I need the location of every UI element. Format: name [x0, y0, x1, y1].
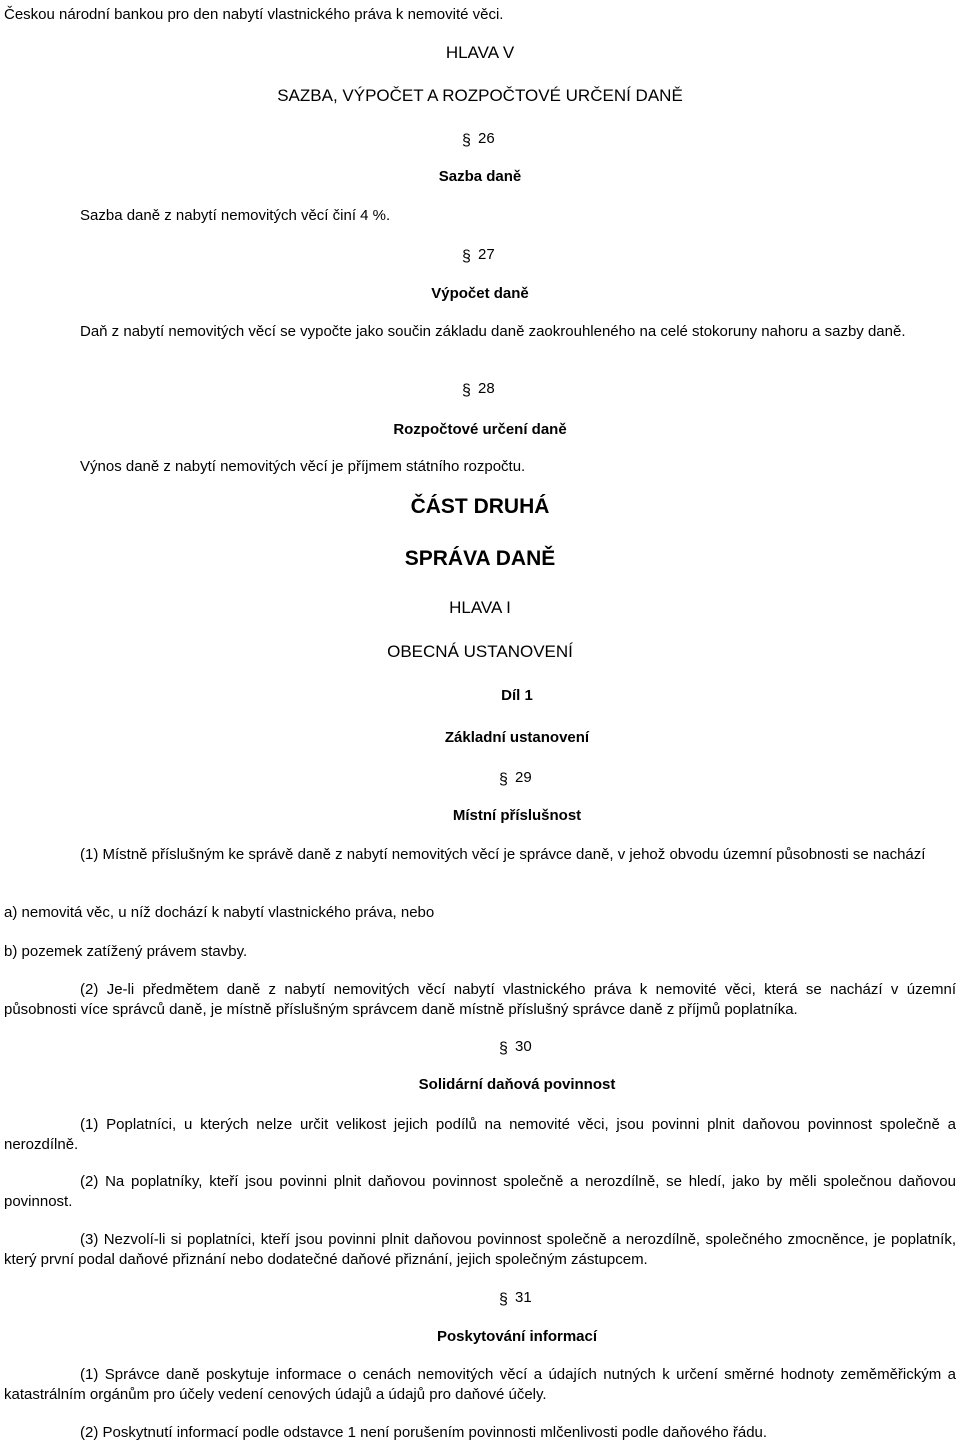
list-item: a) nemovitá věc, u níž dochází k nabytí vlastnického práva, nebo	[4, 904, 435, 921]
section-text: Sazba daně z nabytí nemovitých věcí činí 4 %.	[80, 207, 391, 224]
section-title: Výpočet daně	[431, 285, 529, 302]
paragraph: (2) Poskytnutí informací podle odstavce 1 není porušením povinnosti mlčenlivosti podle daňového řádu.	[80, 1424, 768, 1441]
continued-text: Českou národní bankou pro den nabytí vlastnického práva k nemovité věci.	[4, 6, 504, 23]
list-item: b) pozemek zatížený právem stavby.	[4, 943, 248, 960]
section-symbol: §	[499, 771, 508, 788]
section-number: 30	[515, 1038, 532, 1055]
section-symbol: §	[499, 1040, 508, 1057]
section-symbol: §	[499, 1291, 508, 1308]
section-title: Poskytování informací	[436, 1328, 598, 1345]
section-title: Solidární daňová povinnost	[418, 1076, 616, 1093]
paragraph: (2) Je-li předmětem daně z nabytí nemovitých věcí nabytí vlastnického práva k nemovité věci, která se nachází v územní působnosti více správců daně, je místně příslušným správcem daně místně příslušný správce daně z příjmů poplatníka.	[4, 981, 956, 1018]
part-title: SPRÁVA DANĚ	[404, 547, 556, 570]
section-title: Sazba daně	[438, 168, 522, 185]
section-number: 27	[478, 246, 495, 263]
section-number: 26	[478, 130, 495, 147]
section-text: Daň z nabytí nemovitých věcí se vypočte jako součin základu daně zaokrouhleného na celé stokoruny nahoru a sazby daně.	[80, 323, 906, 340]
section-title: Místní příslušnost	[452, 807, 582, 824]
section-title: Rozpočtové určení daně	[393, 421, 567, 438]
paragraph: (3) Nezvolí-li si poplatníci, kteří jsou povinni plnit daňovou povinnost společně a nerozdílně, společného zmocněnce, je poplatník, který první podal daňové přiznání nebo dodatečné daňové přiznání, jejich společným zástupcem.	[4, 1231, 956, 1268]
paragraph: (2) Na poplatníky, kteří jsou povinni plnit daňovou povinnost společně a nerozdílně, se hledí, jako by měli společnou daňovou povinnost.	[4, 1173, 956, 1210]
section-number: 28	[478, 380, 495, 397]
part-heading: ČÁST DRUHÁ	[410, 495, 550, 518]
chapter-heading: HLAVA V	[445, 43, 515, 62]
section-symbol: §	[462, 132, 471, 149]
section-text: Výnos daně z nabytí nemovitých věcí je příjmem státního rozpočtu.	[80, 458, 526, 475]
paragraph: (1) Místně příslušným ke správě daně z nabytí nemovitých věcí je správce daně, v jehož obvodu územní působnosti se nachází	[80, 846, 926, 863]
section-symbol: §	[462, 382, 471, 399]
paragraph: (1) Správce daně poskytuje informace o cenách nemovitých věcí a údajích nutných k určení směrné hodnoty zeměměřickým a katastrálním orgánům pro účely vedení cenových údajů a údajů pro daňové účely.	[4, 1366, 956, 1403]
chapter-title: SAZBA, VÝPOČET A ROZPOČTOVÉ URČENÍ DANĚ	[277, 86, 683, 105]
chapter-heading: HLAVA I	[449, 598, 511, 617]
section-number: 29	[515, 769, 532, 786]
section-number: 31	[515, 1289, 532, 1306]
paragraph: (1) Poplatníci, u kterých nelze určit velikost jejich podílů na nemovité věci, jsou povinni plnit daňovou povinnost společně a nerozdílně.	[4, 1116, 956, 1153]
chapter-title: OBECNÁ USTANOVENÍ	[387, 642, 573, 661]
section-symbol: §	[462, 248, 471, 265]
division-title: Základní ustanovení	[444, 729, 590, 746]
division-heading: Díl 1	[501, 687, 533, 704]
